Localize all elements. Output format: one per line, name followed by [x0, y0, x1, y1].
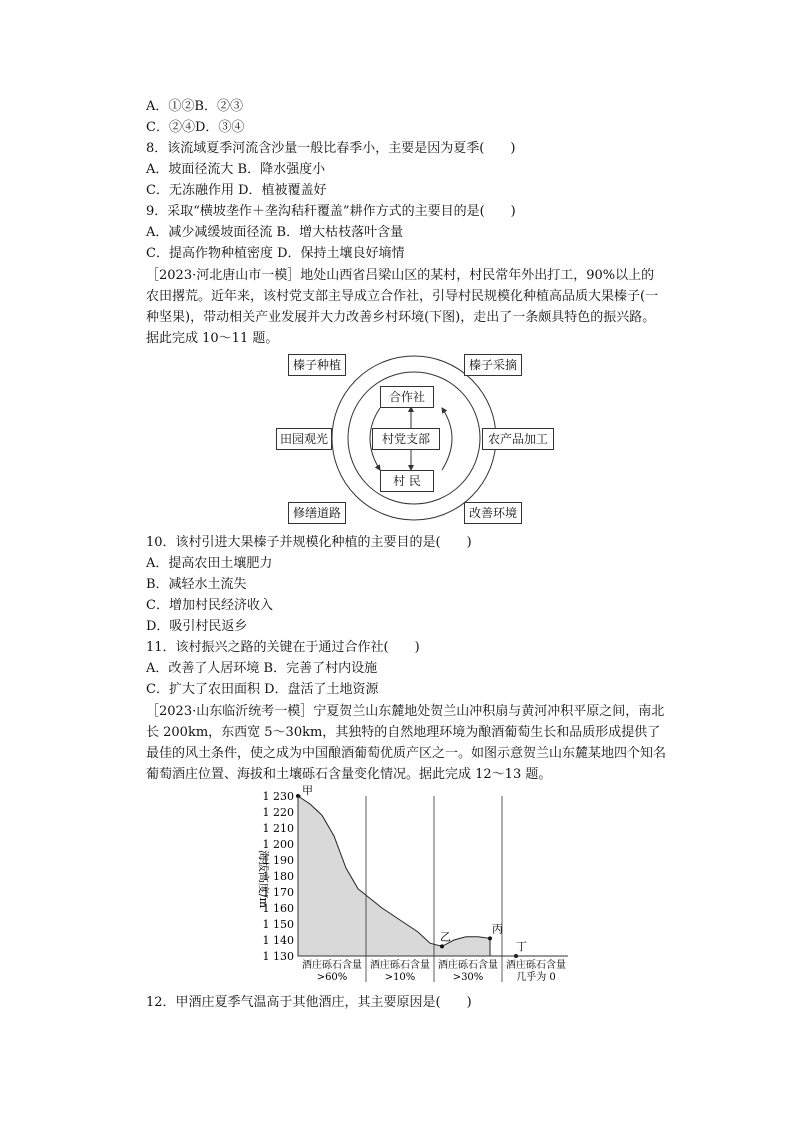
elevation-profile-chart [250, 784, 580, 984]
y-tick-label: 1 150 [262, 918, 294, 931]
y-tick-label: 1 200 [262, 838, 294, 851]
winery-point [440, 944, 444, 948]
box-cooperative: 合作社 [380, 386, 434, 408]
passage-hebei: ［2023·河北唐山市一模］地处山西省吕梁山区的某村，村民常年外出打工，90%以上的农田撂荒。近年来，该村党支部主导成立合作社，引导村民规模化种植高品质大果榛子(一种坚果)，带动相关产业发展并大力改善乡村环境(下图)，走出了一条颇具特色的振兴路。据此完成 10～11 题。 [146, 268, 659, 346]
y-tick-label: 1 170 [262, 886, 294, 899]
zone-value: >10% [384, 972, 416, 983]
box-environment: 改善环境 [464, 502, 522, 524]
q10-option-b: B．减轻水土流失 [146, 577, 247, 592]
chart-ylabel: 海拔高度/m [257, 849, 270, 909]
winery-label: 乙 [440, 930, 451, 944]
zone-label: 酒庄砾石含量 [370, 960, 430, 971]
winery-label: 甲 [302, 784, 313, 797]
q8-option-ab: A．坡面径流大 B．降水强度小 [146, 162, 326, 177]
zone-value: 几乎为 0 [516, 972, 556, 983]
box-hazelnut-planting: 榛子种植 [288, 354, 346, 376]
q7-option-ab: A．①②B．②③ [146, 99, 243, 114]
winery-label: 丙 [492, 922, 503, 936]
q7-option-cd: C．②④D．③④ [146, 120, 245, 135]
box-hazelnut-picking: 榛子采摘 [464, 354, 522, 376]
arrow-villagers-to-coop [442, 408, 452, 470]
zone-value: >60% [316, 972, 348, 983]
y-tick-label: 1 130 [262, 950, 294, 963]
y-tick-label: 1 220 [262, 806, 294, 819]
q10-option-c: C．增加村民经济收入 [146, 598, 273, 613]
box-agri-processing: 农产品加工 [482, 428, 554, 450]
y-tick-label: 1 160 [262, 902, 294, 915]
q9-stem: 9．采取“横坡垄作＋垄沟秸秆覆盖”耕作方式的主要目的是( ) [146, 204, 516, 219]
elevation-area [298, 796, 490, 956]
q11-option-cd: C．扩大了农田面积 D．盘活了土地资源 [146, 682, 379, 697]
village-revitalization-diagram [276, 352, 552, 524]
q8-stem: 8．该流域夏季河流含沙量一般比春季小，主要是因为夏季( ) [146, 141, 516, 156]
q10-stem: 10．该村引进大果榛子并规模化种植的主要目的是( ) [146, 535, 472, 550]
q11-option-ab: A．改善了人居环境 B．完善了村内设施 [146, 661, 378, 676]
box-villagers: 村 民 [380, 470, 434, 492]
chart-svg [250, 784, 580, 984]
zone-value: >30% [452, 972, 484, 983]
zone-label: 酒庄砾石含量 [302, 960, 362, 971]
box-rural-tourism: 田园观光 [276, 428, 332, 450]
q8-option-cd: C．无冻融作用 D．植被覆盖好 [146, 183, 327, 198]
y-tick-label: 1 140 [262, 934, 294, 947]
q10-option-d: D．吸引村民返乡 [146, 619, 248, 634]
q10-option-a: A．提高农田土壤肥力 [146, 556, 273, 571]
y-tick-label: 1 230 [262, 790, 294, 803]
passage-shandong: ［2023·山东临沂统考一模］宁夏贺兰山东麓地处贺兰山冲积扇与黄河冲积平原之间，南北长 200km，东西宽 5～30km，其独特的自然地理环境为酿酒葡萄生长和品质形成提供了最佳的风土条件，使之成为中国酿酒葡萄优质产区之一。如图示意贺兰山东麓某地四个知名葡萄酒庄位置、海拔和土壤砾石含量变化情况。据此完成 12～13 题。 [146, 704, 667, 782]
y-tick-label: 1 210 [262, 822, 294, 835]
zone-label: 酒庄砾石含量 [438, 960, 498, 971]
q9-option-ab: A．减少减缓坡面径流 B．增大枯枝落叶含量 [146, 225, 404, 240]
q11-stem: 11．该村振兴之路的关键在于通过合作社( ) [146, 640, 420, 655]
winery-point [488, 936, 492, 940]
zone-label: 酒庄砾石含量 [506, 960, 566, 971]
y-tick-label: 1 180 [262, 870, 294, 883]
box-party-branch: 村党支部 [372, 428, 440, 450]
box-road-repair: 修缮道路 [288, 502, 346, 524]
winery-label: 丁 [516, 940, 527, 953]
q12-stem: 12．甲酒庄夏季气温高于其他酒庄，其主要原因是( ) [146, 995, 472, 1010]
q9-option-cd: C．提高作物种植密度 D．保持土壤良好墒情 [146, 246, 405, 261]
y-tick-label: 1 190 [262, 854, 294, 867]
